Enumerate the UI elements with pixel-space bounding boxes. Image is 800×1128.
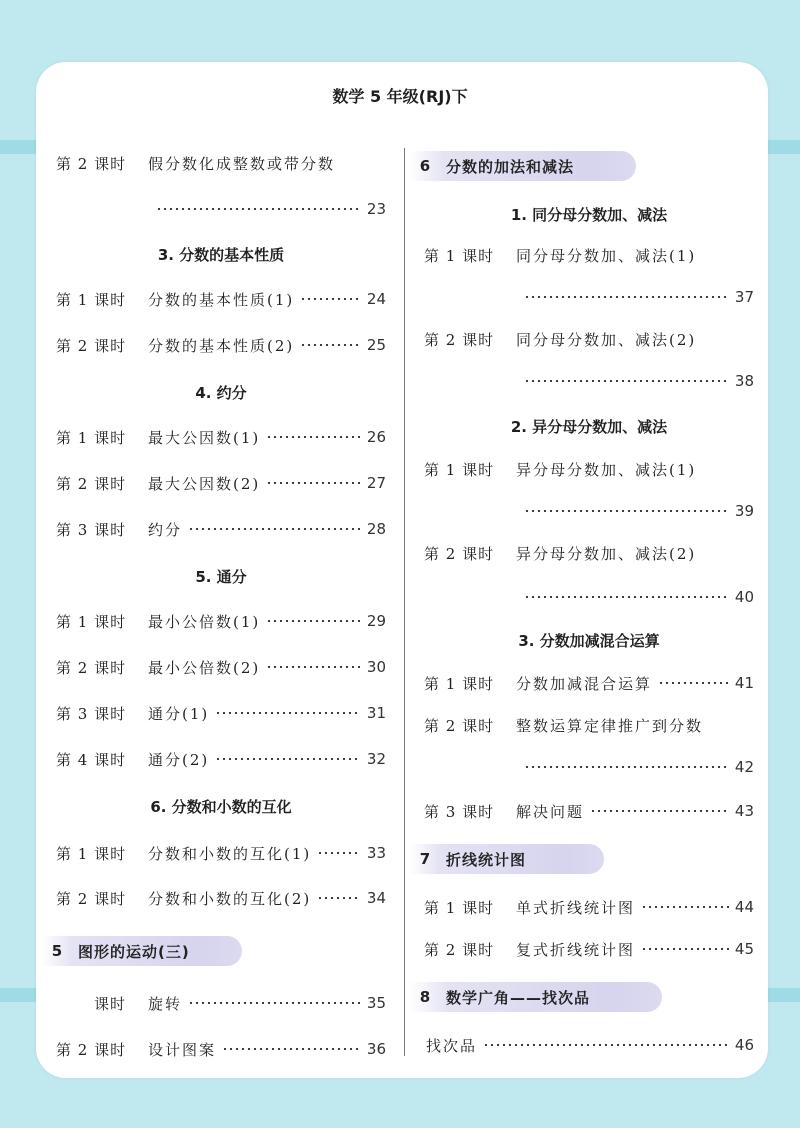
toc-entry[interactable] [56, 700, 386, 726]
lesson-title: 设计图案 [148, 1040, 217, 1059]
leader-dots [524, 380, 729, 382]
leader-dots [156, 208, 361, 210]
toc-entry[interactable] [56, 746, 386, 772]
toc-entry-continuation[interactable] [518, 754, 754, 780]
lesson-label: 第 2 课时 [424, 544, 495, 563]
page-number: 41 [734, 674, 754, 692]
page-number: 30 [366, 658, 386, 676]
toc-entry[interactable] [56, 516, 386, 542]
leader-dots [317, 897, 361, 899]
lesson-title: 整数运算定律推广到分数 [516, 716, 704, 735]
toc-entry[interactable] [56, 608, 386, 634]
lesson-label: 第 3 课时 [56, 520, 127, 539]
page-number: 33 [366, 844, 386, 862]
lesson-title: 最小公倍数(1) [148, 612, 261, 631]
page-number: 27 [366, 474, 386, 492]
lesson-title: 同分母分数加、减法(2) [516, 330, 697, 349]
lesson-label: 第 1 课时 [424, 246, 495, 265]
lesson-title: 假分数化成整数或带分数 [148, 154, 336, 173]
lesson-label: 第 2 课时 [56, 1040, 127, 1059]
lesson-label: 第 1 课时 [56, 844, 127, 863]
toc-entry[interactable] [56, 332, 386, 358]
lesson-title: 最大公因数(2) [148, 474, 261, 493]
leader-dots [300, 344, 361, 346]
page-number: 23 [366, 200, 386, 218]
column-divider [404, 148, 405, 1056]
lesson-title: 同分母分数加、减法(1) [516, 246, 697, 265]
leader-dots [188, 528, 361, 530]
lesson-title: 异分母分数加、减法(2) [516, 544, 697, 563]
page-number: 31 [366, 704, 386, 722]
page-number: 24 [366, 290, 386, 308]
lesson-title: 分数加减混合运算 [516, 674, 653, 693]
lesson-title: 复式折线统计图 [516, 940, 636, 959]
leader-dots [317, 852, 361, 854]
leader-dots [641, 948, 729, 950]
page-number: 36 [366, 1040, 386, 1058]
section-heading: 6. 分数和小数的互化 [150, 798, 292, 816]
toc-entry[interactable] [424, 1032, 754, 1058]
lesson-title: 通分(1) [148, 704, 210, 723]
page-number: 46 [734, 1036, 754, 1054]
page-number: 39 [734, 502, 754, 520]
page-number: 32 [366, 750, 386, 768]
unit-number: 8 [419, 988, 431, 1006]
toc-entry[interactable] [424, 894, 754, 920]
lesson-title: 分数的基本性质(2) [148, 336, 295, 355]
lesson-label: 第 1 课时 [56, 290, 127, 309]
lesson-label: 第 3 课时 [424, 802, 495, 821]
unit-number: 5 [51, 942, 63, 960]
leader-dots [524, 766, 729, 768]
leader-dots [524, 296, 729, 298]
page-number: 35 [366, 994, 386, 1012]
leader-dots [266, 620, 361, 622]
lesson-title: 分数的基本性质(1) [148, 290, 295, 309]
leader-dots [590, 810, 729, 812]
toc-entry[interactable] [56, 885, 386, 911]
lesson-label: 第 2 课时 [424, 716, 495, 735]
section-heading: 1. 同分母分数加、减法 [510, 206, 668, 224]
section-heading: 2. 异分母分数加、减法 [510, 418, 668, 436]
toc-entry[interactable] [424, 712, 754, 738]
toc-entry[interactable] [424, 540, 754, 566]
lesson-title: 最小公倍数(2) [148, 658, 261, 677]
lesson-title: 通分(2) [148, 750, 210, 769]
toc-entry[interactable] [424, 326, 754, 352]
page-number: 26 [366, 428, 386, 446]
lesson-label: 第 1 课时 [56, 612, 127, 631]
page-number: 40 [734, 588, 754, 606]
page-header: 数学 5 年级(RJ)下 [332, 87, 468, 106]
toc-entry[interactable] [424, 456, 754, 482]
page-number: 42 [734, 758, 754, 776]
page-number: 28 [366, 520, 386, 538]
lesson-label: 第 1 课时 [56, 428, 127, 447]
toc-entry-continuation[interactable] [518, 284, 754, 310]
toc-entry[interactable] [56, 654, 386, 680]
lesson-label: 第 4 课时 [56, 750, 127, 769]
page-number: 34 [366, 889, 386, 907]
section-heading: 5. 通分 [195, 568, 247, 586]
leader-dots [483, 1044, 729, 1046]
page-number: 37 [734, 288, 754, 306]
unit-number: 7 [419, 850, 431, 868]
lesson-title: 解决问题 [516, 802, 585, 821]
toc-entry[interactable] [56, 286, 386, 312]
toc-entry-continuation[interactable] [518, 498, 754, 524]
lesson-title: 单式折线统计图 [516, 898, 636, 917]
section-heading: 4. 约分 [195, 384, 247, 402]
unit-title: 图形的运动(三) [78, 942, 190, 961]
toc-entry[interactable] [424, 670, 754, 696]
page-number: 38 [734, 372, 754, 390]
toc-entry[interactable] [56, 840, 386, 866]
lesson-label: 第 2 课时 [56, 154, 127, 173]
page-number: 25 [366, 336, 386, 354]
leader-dots [524, 596, 729, 598]
lesson-label: 第 2 课时 [56, 336, 127, 355]
section-heading: 3. 分数加减混合运算 [518, 632, 660, 650]
lesson-label: 课时 [94, 994, 127, 1013]
toc-entry[interactable] [56, 1036, 386, 1062]
lesson-title: 分数和小数的互化(2) [148, 889, 312, 908]
lesson-title: 最大公因数(1) [148, 428, 261, 447]
page-number: 45 [734, 940, 754, 958]
unit-title: 数学广角——找次品 [446, 988, 591, 1007]
lesson-title: 旋转 [148, 994, 183, 1013]
page-number: 43 [734, 802, 754, 820]
leader-dots [641, 906, 729, 908]
toc-entry-continuation[interactable] [518, 584, 754, 610]
lesson-label: 第 1 课时 [424, 674, 495, 693]
leader-dots [300, 298, 361, 300]
toc-entry[interactable] [56, 470, 386, 496]
toc-entry[interactable] [56, 150, 356, 176]
lesson-label: 第 1 课时 [424, 898, 495, 917]
unit-heading[interactable] [410, 982, 662, 1012]
unit-number: 6 [419, 157, 431, 175]
lesson-label: 第 2 课时 [424, 330, 495, 349]
leader-dots [215, 758, 361, 760]
toc-entry[interactable] [424, 798, 754, 824]
leader-dots [266, 666, 361, 668]
toc-entry[interactable] [424, 242, 754, 268]
unit-heading[interactable] [42, 936, 242, 966]
lesson-label: 第 2 课时 [56, 889, 127, 908]
leader-dots [222, 1048, 361, 1050]
lesson-title: 分数和小数的互化(1) [148, 844, 312, 863]
leader-dots [215, 712, 361, 714]
page-number: 29 [366, 612, 386, 630]
toc-entry[interactable] [56, 424, 386, 450]
lesson-label: 第 2 课时 [56, 474, 127, 493]
page-number: 44 [734, 898, 754, 916]
leader-dots [266, 436, 361, 438]
unit-heading[interactable] [410, 151, 636, 181]
lesson-title: 找次品 [426, 1036, 478, 1055]
section-heading: 3. 分数的基本性质 [157, 246, 285, 264]
toc-entry[interactable] [56, 990, 386, 1016]
leader-dots [658, 682, 729, 684]
lesson-title: 约分 [148, 520, 183, 539]
toc-entry-continuation[interactable] [518, 368, 754, 394]
leader-dots [266, 482, 361, 484]
toc-entry-continuation[interactable] [150, 196, 386, 222]
lesson-label: 第 1 课时 [424, 460, 495, 479]
leader-dots [188, 1002, 361, 1004]
lesson-label: 第 3 课时 [56, 704, 127, 723]
lesson-label: 第 2 课时 [56, 658, 127, 677]
lesson-label: 第 2 课时 [424, 940, 495, 959]
unit-title: 分数的加法和减法 [446, 157, 575, 176]
leader-dots [524, 510, 729, 512]
toc-entry[interactable] [424, 936, 754, 962]
unit-title: 折线统计图 [446, 850, 527, 869]
unit-heading[interactable] [410, 844, 604, 874]
lesson-title: 异分母分数加、减法(1) [516, 460, 697, 479]
